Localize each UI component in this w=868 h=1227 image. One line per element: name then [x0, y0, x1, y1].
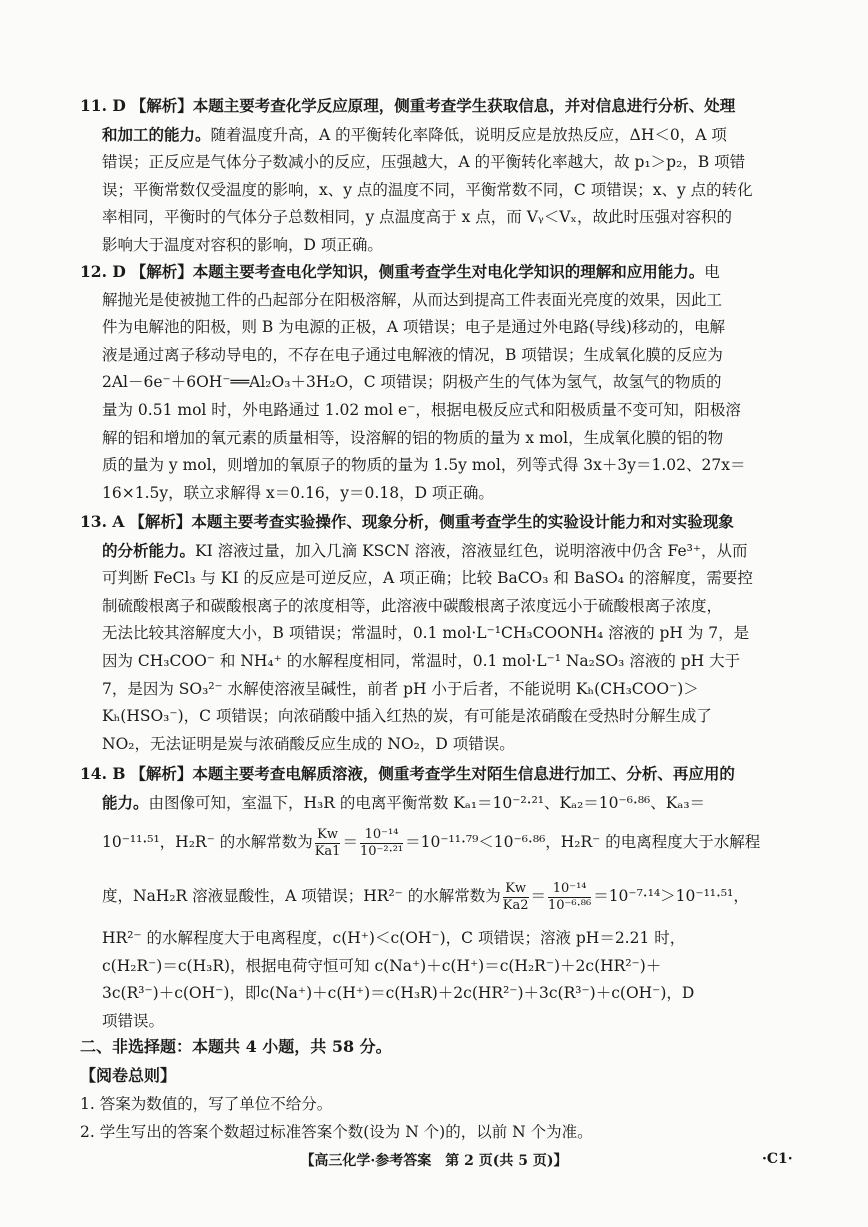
answer-line: Kₕ(HSO₃⁻)，C 项错误；向浓硝酸中插入红热的炭，有可能是浓硝酸在受热时分解生成了	[102, 707, 712, 726]
answer-line: 件为电解池的阳极，则 B 为电源的正极，A 项错误；电子是通过外电路(导线)移动的，电解	[102, 318, 725, 337]
analysis-tag: 【解析】	[130, 764, 193, 783]
answer-line: NO₂，无法证明是炭与浓硝酸反应生成的 NO₂，D 项错误。	[102, 734, 515, 753]
answer-line: 质的量为 y mol，则增加的氧原子的物质的量为 1.5y mol，列等式得 3x＋3y＝1.02、27x＝	[102, 456, 746, 475]
answer-line: 可判断 FeCl₃ 与 KI 的反应是可逆反应，A 项正确；比较 BaCO₃ 和 BaSO₄ 的溶解度，需要控	[102, 569, 753, 588]
answer-line: 因为 CH₃COO⁻ 和 NH₄⁺ 的水解程度相同，常温时，0.1 mol·L⁻¹ Na₂SO₃ 溶液的 pH 大于	[102, 651, 741, 670]
question-number: 13. A	[80, 512, 125, 531]
fraction: $\frac{\text{10⁻¹⁴}}{\text{10⁻²·²¹}}$	[359, 826, 404, 859]
answer-line: 7，是因为 SO₃²⁻ 水解使溶液呈碱性，前者 pH 小于后者，不能说明 Kₕ(CH₃COO⁻)＞	[102, 679, 699, 698]
analysis-tag: 【解析】	[130, 96, 193, 115]
answer-line: 误；平衡常数仅受温度的影响，x、y 点的温度不同，平衡常数不同，C 项错误；x、y 点的转化	[102, 180, 753, 199]
section-heading: 二、非选择题：本题共 4 小题，共 58 分。	[80, 1037, 392, 1056]
analysis-tag: 【解析】	[130, 262, 193, 281]
answer-line: 能力。	[102, 792, 149, 812]
answer-line: 16×1.5y，联立求解得 x＝0.16，y＝0.18，D 项正确。	[102, 483, 494, 502]
answer-line: 由图像可知，室温下，H₃R 的电离平衡常数 Kₐ₁＝10⁻²·²¹、Kₐ₂＝10⁻⁶·⁸⁶、Kₐ₃＝	[148, 793, 706, 812]
answer-12	[80, 258, 792, 507]
fraction: $\frac{Kw}{Ka2}$	[502, 880, 529, 913]
page-code: ·C1·	[762, 1151, 793, 1167]
answer-line: c(H₂R⁻)＝c(H₃R)，根据电荷守恒可知 c(Na⁺)＋c(H⁺)＝c(H₂R⁻)＋2c(HR²⁻)＋	[102, 956, 662, 975]
question-number: 12. D	[80, 262, 126, 281]
answer-line: 制硫酸根离子和碳酸根离子的浓度相等，此溶液中碳酸根离子浓度远小于硫酸根离子浓度，	[102, 596, 723, 615]
answer-line: 错误；正反应是气体分子数减小的反应，压强越大，A 的平衡转化率越大，故 p₁＞p₂，B 项错	[102, 153, 746, 172]
answer-line: 率相同，平衡时的气体分子总数相同，y 点温度高于 x 点，而 Vᵧ＜Vₓ，故此时压强对容积的	[102, 208, 733, 227]
rule-item: 1. 答案为数值的，写了单位不给分。	[80, 1095, 333, 1113]
answer-line: HR²⁻ 的水解程度大于电离程度，c(H⁺)＜c(OH⁻)，C 项错误；溶液 pH＝2.21 时，	[102, 929, 686, 948]
rule-item: 2. 学生写出的答案个数超过标准答案个数(设为 N 个)的，以前 N 个为准。	[80, 1123, 593, 1141]
answer-line: 本题主要考查实验操作、现象分析，侧重考查学生的实验设计能力和对实验现象	[191, 512, 734, 531]
answer-line: 解抛光是使被抛工件的凸起部分在阳极溶解，从而达到提高工件表面光亮度的效果，因此工	[102, 290, 723, 309]
answer-line: 2Al－6e⁻＋6OH⁻══Al₂O₃＋3H₂O，C 项错误；阴极产生的气体为氢气，故氢气的物质的	[102, 373, 722, 392]
answer-line: 液是通过离子移动导电的，不存在电子通过电解液的情况，B 项错误；生成氧化膜的反应为	[102, 345, 723, 364]
answer-line: 的分析能力。	[102, 540, 196, 560]
question-number: 14. B	[80, 764, 126, 783]
fraction: $\frac{\text{10⁻¹⁴}}{\text{10⁻⁶·⁸⁶}}$	[548, 880, 592, 913]
answer-line: 解的铝和增加的氧元素的质量相等，设溶解的铝的物质的量为 x mol，生成氧化膜的铝的物	[102, 428, 724, 447]
answer-line: 电	[704, 263, 720, 281]
question-number: 11. D	[80, 96, 126, 115]
fraction-line: 度，NaH₂R 溶液显酸性，A 项错误；HR²⁻ 的水解常数为 $\frac{Kw}{Ka2}$ ＝ $\frac{\text{10⁻¹⁴}}{\text{10⁻⁶·⁸⁶}}$ ＝10⁻⁷·¹⁴＞10⁻¹¹·⁵¹，	[102, 880, 749, 913]
answer-line: 随着温度升高，A 的平衡转化率降低，说明反应是放热反应，ΔH＜0，A 项	[210, 125, 727, 144]
answer-line: 影响大于温度对容积的影响，D 项正确。	[102, 235, 383, 254]
answer-line: 本题主要考查化学反应原理，侧重考查学生获取信息，并对信息进行分析、处理	[192, 96, 736, 115]
page-footer: 【高三化学·参考答案 第 2 页(共 5 页)】	[300, 1153, 568, 1169]
answer-line: 项错误。	[102, 1011, 165, 1030]
answer-14	[80, 760, 792, 1036]
fraction: $\frac{Kw}{Ka1}$	[314, 826, 341, 859]
rules-heading: 【阅卷总则】	[80, 1066, 177, 1085]
answer-line: 3c(R³⁻)＋c(OH⁻)，即c(Na⁺)＋c(H⁺)＝c(H₃R)＋2c(HR²⁻)＋3c(R³⁻)＋c(OH⁻)，D	[102, 984, 695, 1003]
answer-11	[80, 92, 792, 260]
answer-line: 本题主要考查电化学知识，侧重考查学生对电化学知识的理解和应用能力。	[192, 262, 705, 281]
answer-line: 和加工的能力。	[102, 124, 211, 144]
answer-13	[80, 508, 792, 758]
fraction-line: 10⁻¹¹·⁵¹，H₂R⁻ 的水解常数为 $\frac{Kw}{Ka1}$ ＝ $\frac{\text{10⁻¹⁴}}{\text{10⁻²·²¹}}$ ＝10⁻¹¹·⁷⁹＜10⁻⁶·⁸⁶，H₂R⁻ 的电离程度大于水解程	[102, 826, 761, 859]
answer-line: 本题主要考查电解质溶液，侧重考查学生对陌生信息进行加工、分析、再应用的	[192, 764, 735, 783]
answer-line: 量为 0.51 mol 时，外电路通过 1.02 mol e⁻，根据电极反应式和阳极质量不变可知，阳极溶	[102, 400, 741, 419]
answer-line: KI 溶液过量，加入几滴 KSCN 溶液，溶液显红色，说明溶液中仍含 Fe³⁺，从而	[195, 541, 748, 560]
analysis-tag: 【解析】	[129, 512, 192, 531]
answer-line: 无法比较其溶解度大小，B 项错误；常温时，0.1 mol·L⁻¹CH₃COONH₄ 溶液的 pH 为 7，是	[102, 624, 750, 643]
